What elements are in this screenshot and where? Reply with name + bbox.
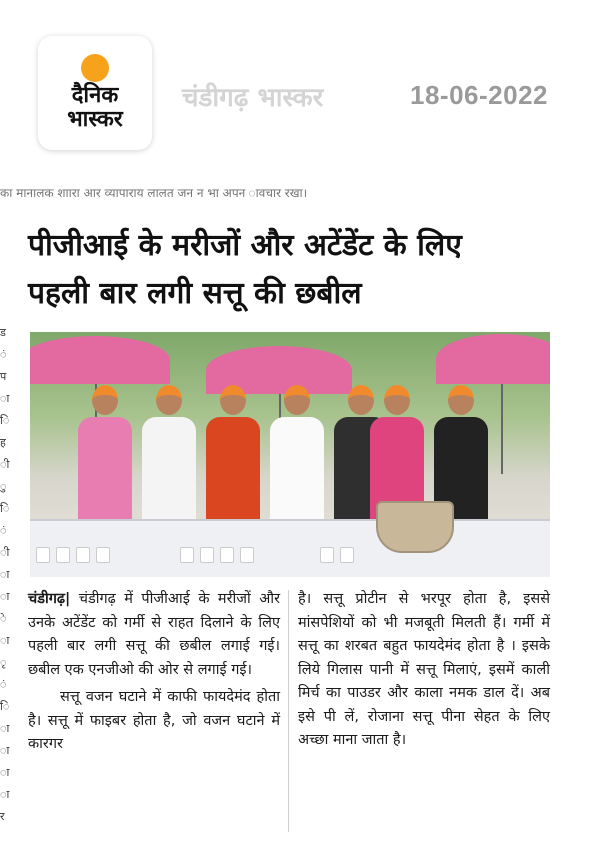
dateline: चंडीगढ़| xyxy=(28,591,71,607)
pink-umbrella xyxy=(436,334,550,384)
person xyxy=(142,385,196,537)
publication-date: 18-06-2022 xyxy=(410,80,548,110)
pink-umbrella xyxy=(30,336,170,384)
column-1-text-1: चंडीगढ़ में पीजीआई के मरीजों और उनके अटेंडेंट को गर्मी से राहत दिलाने के लिए पहली बार लगी सत्तू की छबील लगाई गई। छबील एक एनजीओ की ओर से लगाई गई। xyxy=(28,591,280,678)
previous-article-fragment: का मानालक शाारा आर व्यापाराय लालत जन न भा अपन ावचार रखा। xyxy=(0,186,308,200)
newspaper-clipping xyxy=(0,172,604,851)
adjacent-column-fragment: ड ं प ा ि ह ी ु ि ं ी ा ा े ा ृ ं ि ा ा ा ा र xyxy=(0,326,10,823)
dainik-bhaskar-logo xyxy=(38,36,152,150)
person xyxy=(270,385,324,537)
logo-text-line1: दैनिक xyxy=(71,83,119,108)
column-divider xyxy=(288,590,289,832)
article-column-2 xyxy=(298,588,550,753)
article-photo xyxy=(30,332,550,577)
headline-line-1: पीजीआई के मरीजों और अटेंडेंट के लिए xyxy=(28,228,462,263)
sattu-pot xyxy=(376,501,454,553)
article-headline xyxy=(28,222,588,318)
sun-icon xyxy=(81,54,109,82)
column-1-paragraph-1 xyxy=(28,588,280,682)
column-2-paragraph-1: है। सत्तू प्रोटीन से भरपूर होता है, इससे मांसपेशियों को भी मजबूती मिलती हैं। गर्मी में सत्तू का शरबत बहुत फायदेमंद होता है । इसके लिये गिलास पानी में सत्तू मिलाएं, इसमें काली मिर्च का पाउडर और काला नमक डाल दें। अब इसे पी लें, रोजाना सत्तू पीना सेहत के लिए अच्छा माना जाता है। xyxy=(298,591,550,748)
article-column-1 xyxy=(28,588,280,757)
edition-name: चंडीगढ़ भास्कर xyxy=(182,83,324,113)
headline-line-2: पहली बार लगी सत्तू की छबील xyxy=(28,276,362,311)
column-1-paragraph-2: सत्तू वजन घटाने में काफी फायदेमंद होता है। सत्तू में फाइबर होता है, जो वजन घटाने में कारगर xyxy=(28,689,280,752)
person xyxy=(206,385,260,537)
logo-text-line2: भास्कर xyxy=(67,107,123,132)
serving-table xyxy=(30,519,550,577)
person xyxy=(78,385,132,537)
